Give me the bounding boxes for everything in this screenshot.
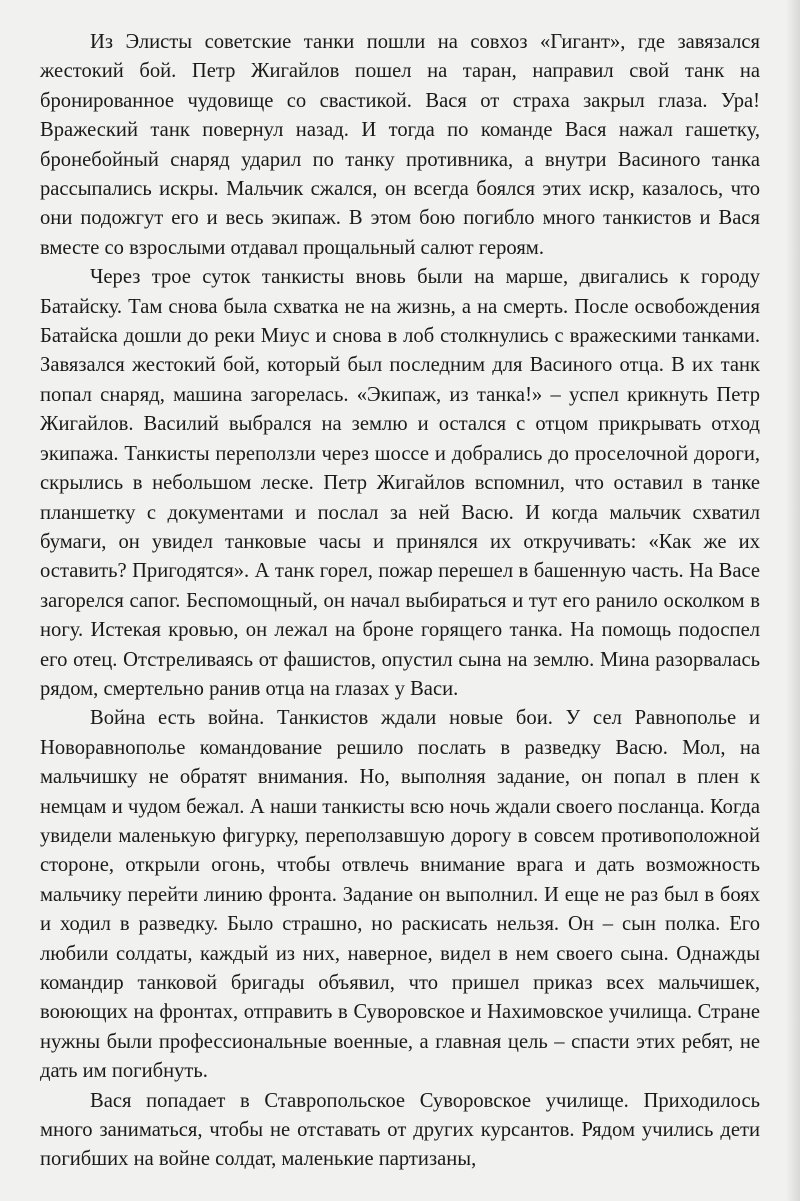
paragraph-1: Из Элисты советские танки пошли на совхоз «Гигант», где завязался жестокий бой. Петр Жигайлов пошел на таран, направил свой танк на бронированное чудовище со свастикой. Вася от страха закрыл глаза. Ура! Вражеский танк повернул назад. И тогда по команде Вася нажал гашетку, бронебойный снаряд ударил по танку противника, а внутри Васиного танка рассыпались искры. Мальчик сжался, он всегда боялся этих искр, казалось, что они подожгут его и весь экипаж. В этом бою погибло много танкистов и Вася вместе со взрослыми отдавал прощальный салют героям. [40,31,760,259]
document-page [40,28,760,1175]
scan-edge-shadow [786,0,800,1201]
paragraph-4: Вася попадает в Ставропольское Суворовское училище. Приходилось много заниматься, чтобы не отставать от других курсантов. Рядом учились дети погибших на войне солдат, маленькие партизаны, [40,1089,760,1171]
paragraph-3: Война есть война. Танкистов ждали новые бои. У сел Равнополье и Новоравнополье командование решило послать в разведку Васю. Мол, на мальчишку не обратят внимания. Но, выполняя задание, он попал в плен к немцам и чудом бежал. А наши танкисты всю ночь ждали своего посланца. Когда увидели маленькую фигурку, переползавшую дорогу в совсем противоположной стороне, открыли огонь, чтобы отвлечь внимание врага и дать возможность мальчику перейти линию фронта. Задание он выполнил. И еще не раз был в боях и ходил в разведку. Было страшно, но раскисать нельзя. Он – сын полка. Его любили солдаты, каждый из них, наверное, видел в нем своего сына. Однажды командир танковой бригады объявил, что пришел приказ всех мальчишек, воюющих на фронтах, отправить в Суворовское и Нахимовское училища. Стране нужны были профессиональные военные, а главная цель – спасти этих ребят, не дать им погибнуть. [40,707,760,1083]
paragraph-2: Через трое суток танкисты вновь были на марше, двигались к городу Батайску. Там снова была схватка не на жизнь, а на смерть. После освобождения Батайска дошли до реки Миус и снова в лоб столкнулись с вражескими танками. Завязался жестокий бой, который был последним для Васиного отца. В их танк попал снаряд, машина загорелась. «Экипаж, из танка!» – успел крикнуть Петр Жигайлов. Василий выбрался на землю и остался с отцом прикрывать отход экипажа. Танкисты переползли через шоссе и добрались до проселочной дороги, скрылись в небольшом леске. Петр Жигайлов вспомнил, что оставил в танке планшетку с документами и послал за ней Васю. И когда мальчик схватил бумаги, он увидел танковые часы и принялся их откручивать: «Как же их оставить? Пригодятся». А танк горел, пожар перешел в башенную часть. На Васе загорелся сапог. Беспомощный, он начал выбираться и тут его ранило осколком в ногу. Истекая кровью, он лежал на броне горящего танка. На помощь подоспел его отец. Отстреливаясь от фашистов, опустил сына на землю. Мина разорвалась рядом, смертельно ранив отца на глазах у Васи. [40,266,760,700]
